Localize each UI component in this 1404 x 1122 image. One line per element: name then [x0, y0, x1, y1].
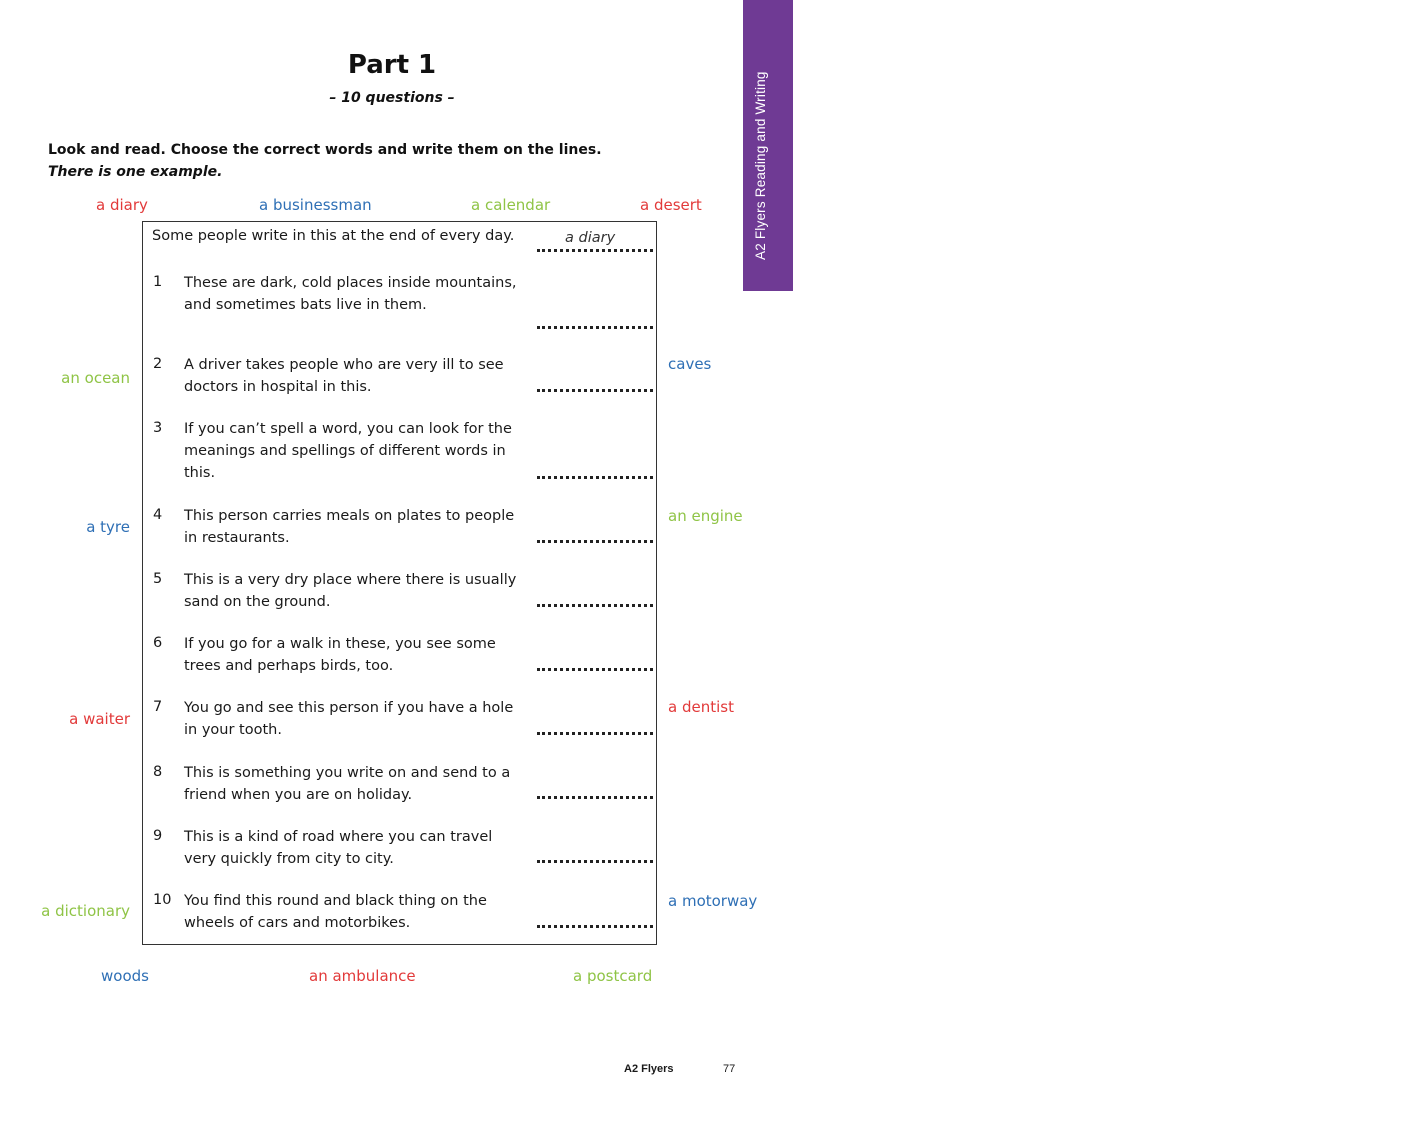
question-text: If you go for a walk in these, you see some trees and perhaps birds, too.	[184, 636, 496, 674]
question-number: 6	[153, 635, 163, 651]
question-text: This person carries meals on plates to people in restaurants.	[184, 508, 515, 546]
word-diary: a diary	[96, 196, 148, 214]
page-subtitle: – 10 questions –	[329, 90, 455, 106]
word-businessman: a businessman	[259, 196, 372, 214]
question-text: You find this round and black thing on the wheels of cars and motorbikes.	[184, 893, 487, 931]
word-desert: a desert	[640, 196, 702, 214]
word-tyre: a tyre	[86, 518, 130, 536]
question-number: 5	[153, 571, 163, 587]
question-number: 2	[153, 356, 163, 372]
question-box	[142, 221, 657, 945]
side-tab	[743, 0, 793, 291]
question-number: 9	[153, 828, 163, 844]
instruction-line-1: Look and read. Choose the correct words and write them on the lines.	[48, 142, 602, 158]
answer-line-2[interactable]	[537, 389, 653, 392]
word-engine: an engine	[668, 507, 743, 525]
question-text: You go and see this person if you have a hole in your tooth.	[184, 700, 514, 738]
question-number: 10	[153, 892, 172, 908]
answer-line-1[interactable]	[537, 326, 653, 329]
page-title: Part 1	[347, 50, 437, 80]
answer-line-8[interactable]	[537, 796, 653, 799]
answer-line-3[interactable]	[537, 476, 653, 479]
example-answer-line	[537, 249, 653, 252]
word-dictionary: a dictionary	[41, 902, 130, 920]
word-dentist: a dentist	[668, 698, 734, 716]
side-tab-label: A2 Flyers Reading and Writing	[753, 71, 768, 260]
word-waiter: a waiter	[69, 710, 130, 728]
word-postcard: a postcard	[573, 967, 653, 985]
question-number: 1	[153, 274, 163, 290]
instruction-line-2: There is one example.	[48, 164, 223, 180]
word-ambulance: an ambulance	[309, 967, 416, 985]
example-answer: a diary	[565, 230, 616, 246]
answer-line-9[interactable]	[537, 860, 653, 863]
question-number: 8	[153, 764, 163, 780]
answer-line-4[interactable]	[537, 540, 653, 543]
word-woods: woods	[101, 967, 149, 985]
answer-line-5[interactable]	[537, 604, 653, 607]
word-caves: caves	[668, 355, 712, 373]
word-calendar: a calendar	[471, 196, 551, 214]
question-text: A driver takes people who are very ill to see doctors in hospital in this.	[184, 357, 504, 395]
answer-line-6[interactable]	[537, 668, 653, 671]
question-number: 7	[153, 699, 163, 715]
footer-label: A2 Flyers	[624, 1063, 674, 1075]
question-text: This is a very dry place where there is usually sand on the ground.	[184, 572, 517, 610]
answer-line-7[interactable]	[537, 732, 653, 735]
question-text: This is something you write on and send to a friend when you are on holiday.	[184, 765, 511, 803]
word-motorway: a motorway	[668, 892, 758, 910]
question-number: 4	[153, 507, 163, 523]
question-number: 3	[153, 420, 163, 436]
answer-line-10[interactable]	[537, 925, 653, 928]
question-text: These are dark, cold places inside mountains, and sometimes bats live in them.	[184, 275, 517, 313]
example-question: Some people write in this at the end of every day.	[152, 228, 515, 244]
question-text: If you can’t spell a word, you can look for the meanings and spellings of different words in this.	[184, 421, 512, 481]
word-ocean: an ocean	[61, 369, 130, 387]
question-text: This is a kind of road where you can travel very quickly from city to city.	[184, 829, 493, 867]
page-number: 77	[723, 1063, 736, 1075]
